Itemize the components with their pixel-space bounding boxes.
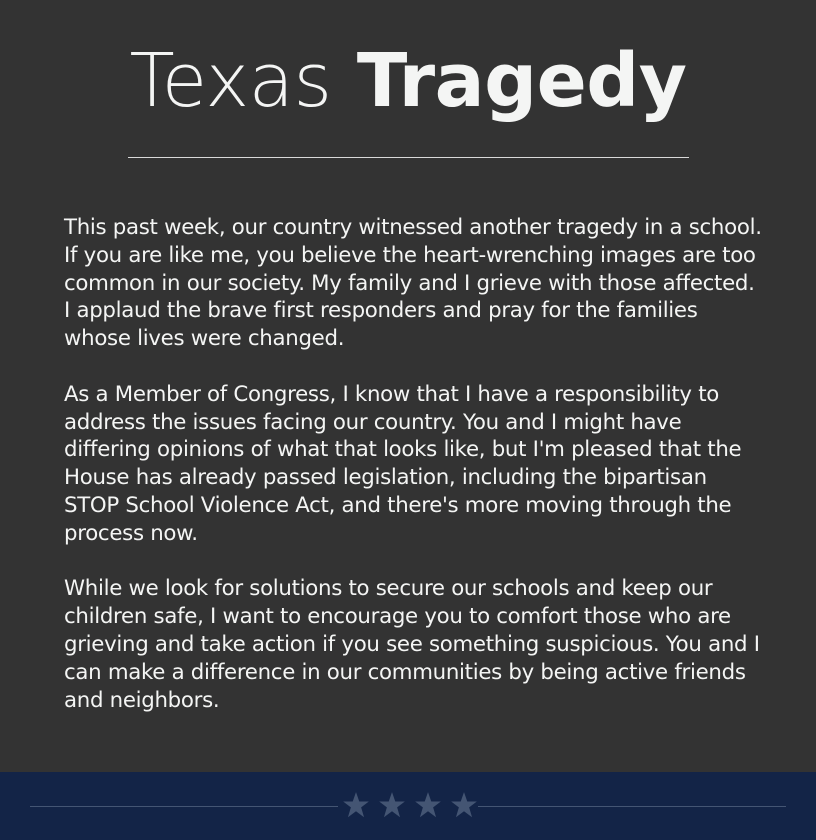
title-divider	[128, 157, 689, 158]
paragraph: While we look for solutions to secure our schools and keep our children safe, I want to encourage you to comfort those who are grieving and take action if you see something suspicious. You and I can make a difference in our communities by being active friends and neighbors.	[64, 576, 760, 713]
paragraph: This past week, our country witnessed another tragedy in a school. If you are like me, you believe the heart-wrenching images are too common in our society. My family and I grieve with those affected. I applaud the brave first responders and pray for the families whose lives were changed.	[64, 215, 762, 352]
star-icon	[414, 791, 442, 819]
footer-divider-left	[30, 806, 338, 807]
star-icon	[378, 791, 406, 819]
star-icon	[342, 791, 370, 819]
article-body	[64, 214, 764, 742]
paragraph: As a Member of Congress, I know that I have a responsibility to address the issues facing our country. You and I might have differing opinions of what that looks like, but I'm pleased that the House has already passed legislation, including the bipartisan STOP School Violence Act, and there's more moving through the process now.	[64, 381, 742, 546]
footer-divider-right	[478, 806, 786, 807]
star-row	[342, 791, 478, 821]
title-bold: Tragedy	[356, 38, 687, 124]
title-light: Texas	[129, 38, 332, 124]
star-icon	[450, 791, 478, 819]
footer-banner	[0, 772, 816, 840]
page-title	[0, 36, 816, 126]
